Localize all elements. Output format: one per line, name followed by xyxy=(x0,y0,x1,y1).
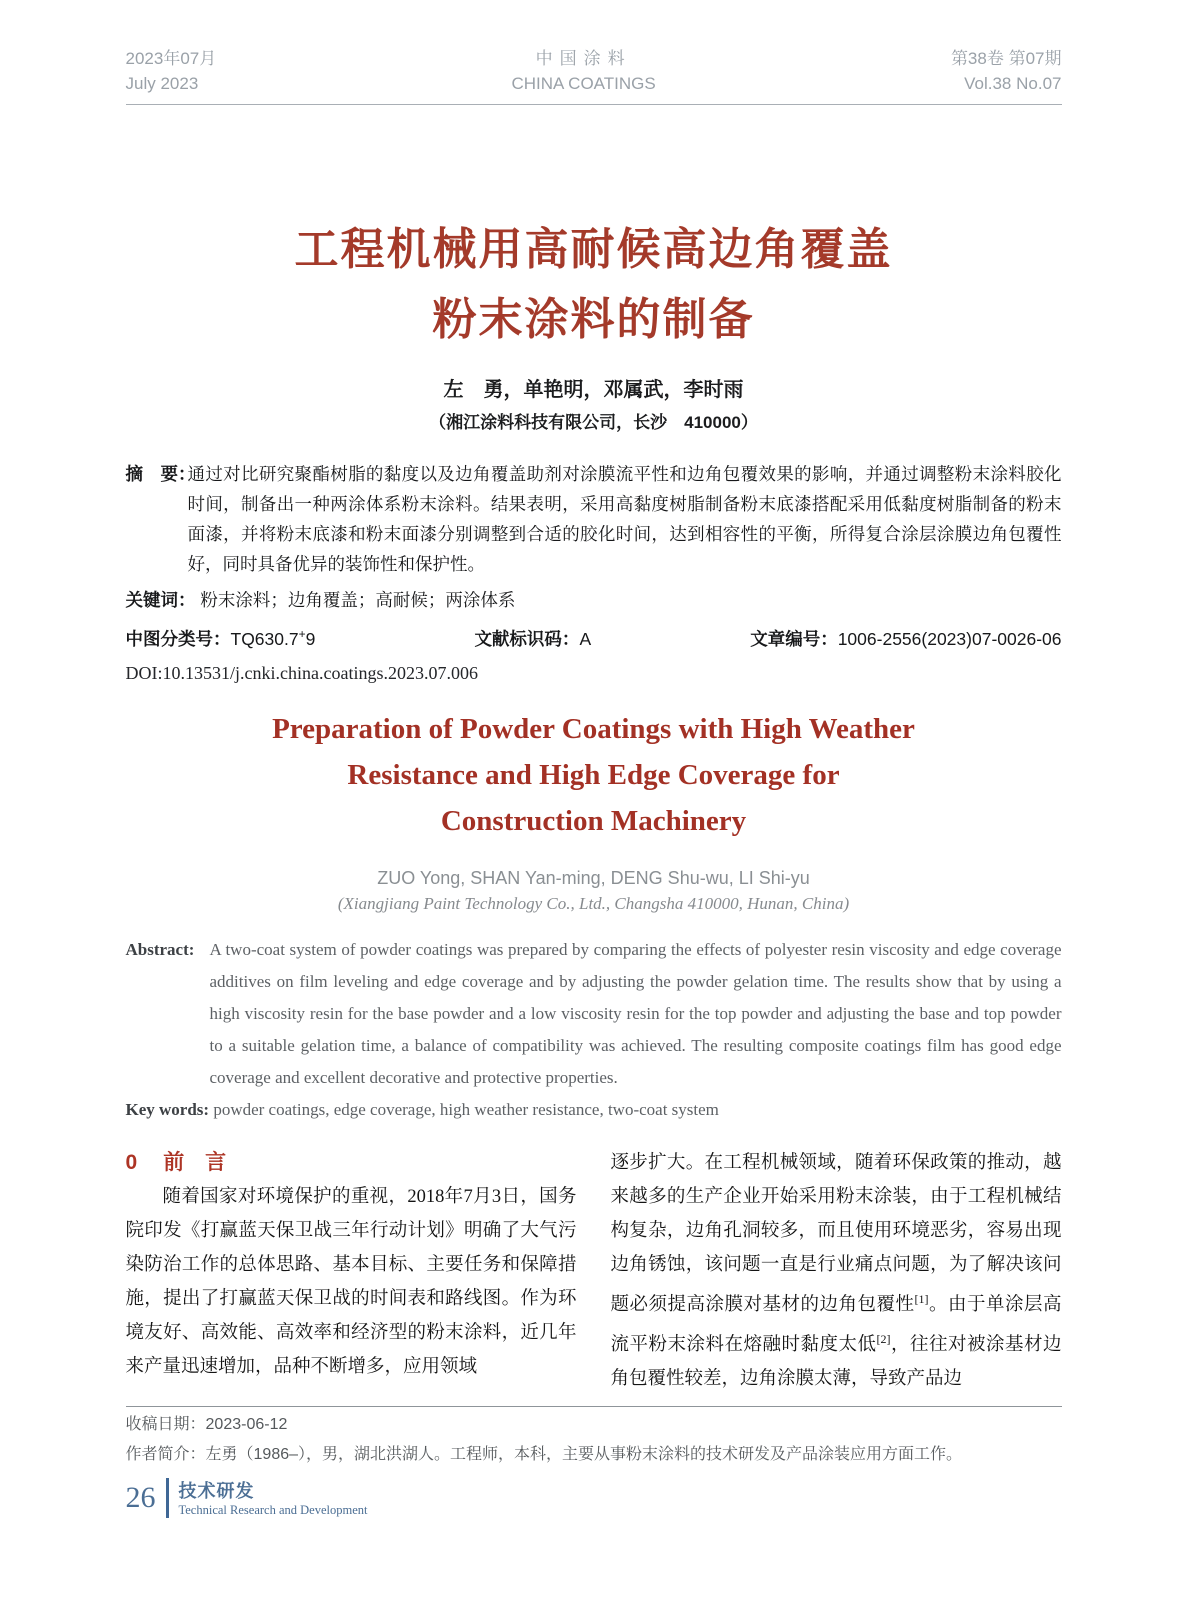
body-column-left xyxy=(126,1146,577,1396)
section-title: 前 言 xyxy=(163,1151,227,1174)
header-date-en: July 2023 xyxy=(125,74,199,93)
keywords-en-label: Key words: xyxy=(125,1100,210,1119)
header-issue-en: Vol.38 No.07 xyxy=(964,74,1062,93)
body-column-right xyxy=(611,1146,1062,1396)
journal-name-zh: 中国涂料 xyxy=(535,49,632,68)
abstract-zh xyxy=(126,459,1062,579)
article-title-en xyxy=(126,706,1062,844)
classification-row xyxy=(126,626,1062,651)
received-date-note xyxy=(126,1413,1062,1437)
author-bio-value: 左勇（1986–），男，湖北洪湖人。工程师，本科，主要从事粉末涂料的技术研发及产品涂装应用方面工作。 xyxy=(205,1446,963,1464)
abstract-en xyxy=(126,934,1062,1094)
section-number: 0 xyxy=(125,1151,138,1174)
article-id xyxy=(750,626,1061,651)
footer-divider-bar xyxy=(166,1478,169,1518)
paragraph-left: 随着国家对环境保护的重视，2018年7月3日，国务院印发《打赢蓝天保卫战三年行动计划》明确了大气污染防治工作的总体思路、基本目标、主要任务和保障措施，提出了打赢蓝天保卫战的时间表和路线图。作为环境友好、高效能、高效率和经济型的粉末涂料，近几年来产量迅速增加，品种不断增多，应用领域 xyxy=(125,1187,577,1377)
paragraph-right-seg2: 。由于单涂层高流平粉末涂料在熔融时黏度太低 xyxy=(610,1295,1062,1356)
body-columns xyxy=(126,1146,1062,1396)
footer-column-name xyxy=(179,1477,368,1518)
authors-zh: 左 勇，单艳明，邓属武，李时雨 xyxy=(443,379,744,401)
journal-header xyxy=(126,46,1062,96)
clc-label: 中图分类号： xyxy=(125,629,231,649)
abstract-en-label: Abstract: xyxy=(125,940,195,959)
document-code xyxy=(474,626,591,651)
clc-value: TQ630.7 xyxy=(230,629,299,649)
paragraph-right-seg3: ，往往对被涂基材边角包覆性较差，边角涂膜太薄，导致产品边 xyxy=(610,1335,1062,1390)
received-date-value: 2023-06-12 xyxy=(205,1416,288,1434)
keywords-zh-text: 粉末涂料；边角覆盖；高耐候；两涂体系 xyxy=(200,590,516,610)
article-id-label: 文章编号： xyxy=(750,629,838,649)
abstract-zh-label: 摘 要： xyxy=(125,464,196,484)
abstract-zh-text: 通过对比研究聚酯树脂的黏度以及边角覆盖助剂对涂膜流平性和边角包覆效果的影响，并通过调整粉末涂料胶化时间，制备出一种两涂体系粉末涂料。结果表明，采用高黏度树脂制备粉末底漆搭配采用低黏度树脂制备的粉末面漆，并将粉末底漆和粉末面漆分别调整到合适的胶化时间，达到相容性的平衡，所得复合涂层涂膜边角包覆性好，同时具备优异的装饰性和保护性。 xyxy=(187,464,1062,574)
clc-superscript: + xyxy=(298,627,306,642)
authors-en: ZUO Yong, SHAN Yan-ming, DENG Shu-wu, LI Shi-yu xyxy=(377,868,810,888)
doi-line: DOI:10.13531/j.cnki.china.coatings.2023.07.006 xyxy=(125,663,478,683)
clc-value-tail: 9 xyxy=(305,629,316,649)
article-title-zh xyxy=(126,215,1062,355)
section-heading-intro xyxy=(126,1146,577,1180)
keywords-zh xyxy=(126,587,1062,612)
footer-column-en: Technical Research and Development xyxy=(178,1503,368,1518)
header-issue xyxy=(951,46,1062,96)
author-bio-note xyxy=(126,1443,1062,1467)
affiliation-zh: （湘江涂料科技有限公司，长沙 410000） xyxy=(429,413,758,432)
title-en-line1: Preparation of Powder Coatings with High Weather xyxy=(272,713,915,745)
header-date xyxy=(126,46,217,96)
reference-1: [1] xyxy=(914,1292,929,1306)
article-id-value: 1006-2556(2023)07-0026-06 xyxy=(837,629,1062,649)
received-date-label: 收稿日期： xyxy=(125,1416,206,1434)
header-issue-zh: 第38卷 第07期 xyxy=(950,49,1062,68)
header-divider xyxy=(126,104,1062,105)
affiliation-en: (Xiangjiang Paint Technology Co., Ltd., Changsha 410000, Hunan, China) xyxy=(337,894,850,913)
keywords-en-text: powder coatings, edge coverage, high weather resistance, two-coat system xyxy=(213,1100,719,1119)
title-zh-line1: 工程机械用高耐候高边角覆盖 xyxy=(294,225,893,274)
page-number: 26 xyxy=(125,1480,156,1514)
clc-number xyxy=(126,626,316,651)
keywords-zh-label: 关键词： xyxy=(125,590,196,610)
author-bio-label: 作者简介： xyxy=(125,1446,206,1464)
paragraph-right xyxy=(611,1146,1062,1396)
reference-2: [2] xyxy=(876,1332,891,1347)
abstract-en-text: A two-coat system of powder coatings was prepared by comparing the effects of polyester resin viscosity and edge coverage additives on film leveling and edge coverage and by adjusting the powder gelation time. The results show that by using a high viscosity resin for the base powder and a low viscosity resin for the top powder and adjusting the base and top powder to a suitable gelation time, a balance of compatibility was achieved. The resulting composite coatings film has good edge coverage and excellent decorative and protective properties. xyxy=(209,940,1062,1087)
title-en-line2: Resistance and High Edge Coverage for xyxy=(347,759,840,791)
paragraph-right-seg1: 逐步扩大。在工程机械领域，随着环保政策的推动，越来越多的生产企业开始采用粉末涂装，由于工程机械结构复杂，边角孔洞较多，而且使用环境恶劣，容易出现边角锈蚀，该问题一直是行业痛点问题，为了解决该问题必须提高涂膜对基材的边角包覆性 xyxy=(610,1153,1062,1316)
title-zh-line2: 粉末涂料的制备 xyxy=(432,295,755,344)
footnote-divider xyxy=(126,1406,1062,1407)
footer-column-zh: 技术研发 xyxy=(178,1481,255,1502)
keywords-en xyxy=(126,1100,1062,1120)
document-code-value: A xyxy=(579,629,592,649)
journal-name xyxy=(511,46,655,96)
document-code-label: 文献标识码： xyxy=(474,629,580,649)
page-content xyxy=(126,0,1062,1518)
header-date-zh: 2023年07月 xyxy=(125,49,217,68)
title-en-line3: Construction Machinery xyxy=(440,805,747,837)
page-footer xyxy=(126,1477,1062,1518)
journal-name-en: CHINA COATINGS xyxy=(511,74,656,93)
